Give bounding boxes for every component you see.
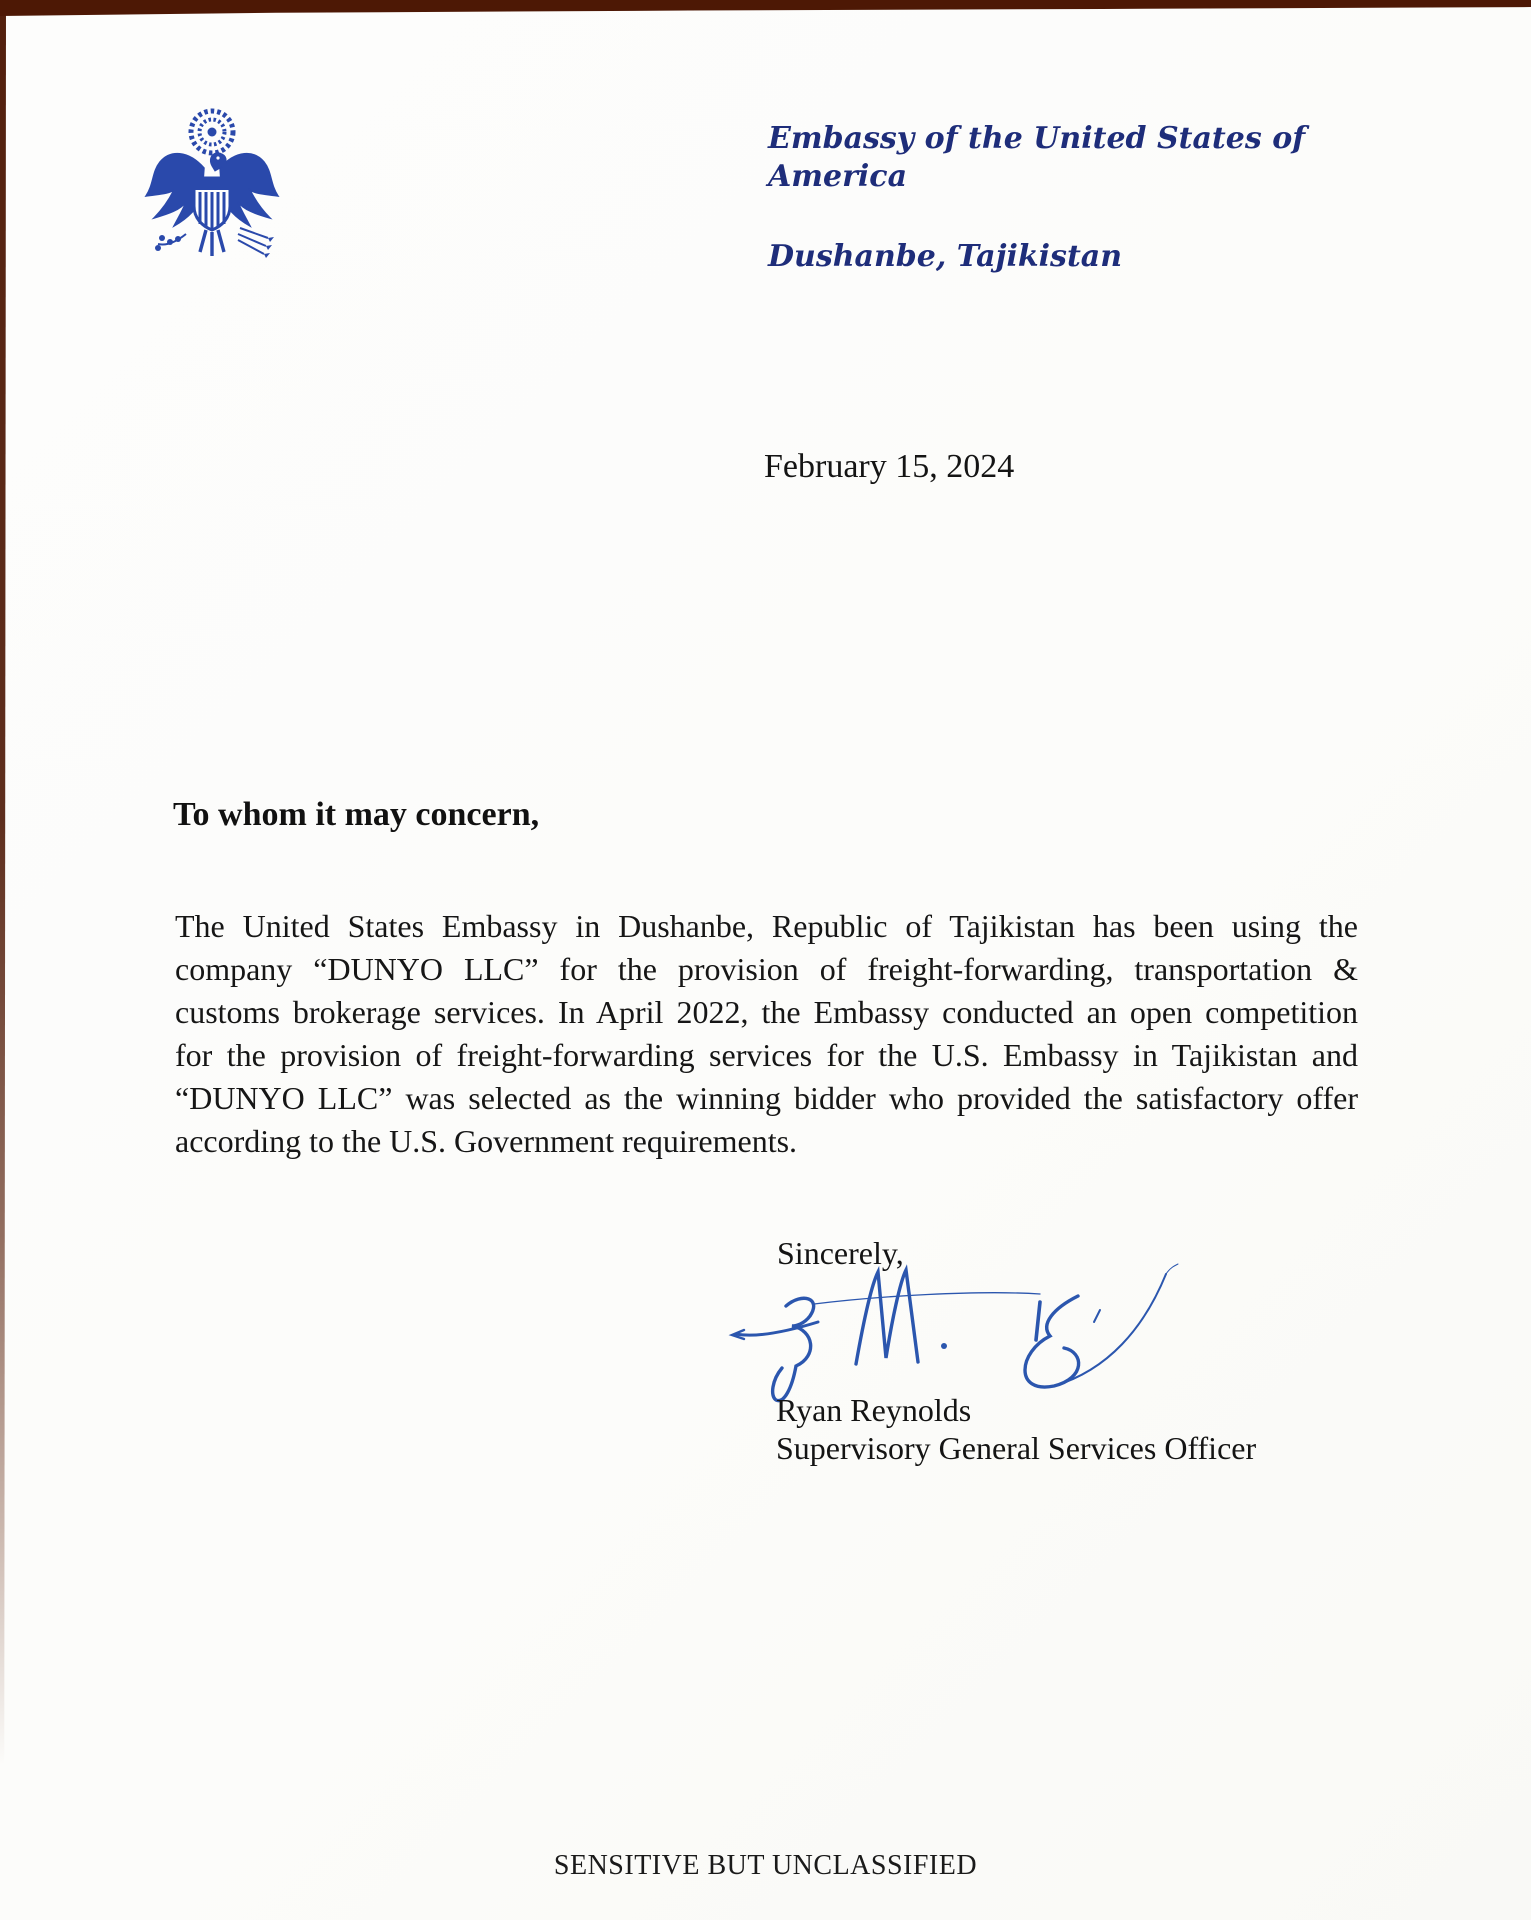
us-great-seal-icon — [136, 106, 288, 270]
signer-name: Ryan Reynolds — [776, 1392, 972, 1428]
closing: Sincerely, — [777, 1235, 904, 1271]
signer-title: Supervisory General Services Officer — [776, 1430, 1257, 1466]
body-line: customs brokerage services. In April 2022, the Embassy conducted an open competition — [175, 994, 1358, 1030]
body-line: for the provision of freight-forwarding services for the U.S. Embassy in Tajikistan and — [175, 1037, 1358, 1073]
body-line: company “DUNYO LLC” for the provision of freight-forwarding, transportation & — [175, 951, 1358, 987]
body-paragraph — [175, 905, 1358, 1163]
scan-left-edge-artifact — [0, 0, 6, 1820]
body-line: according to the U.S. Government requirements. — [175, 1123, 798, 1159]
letter-date: February 15, 2024 — [764, 448, 1015, 485]
embassy-header — [768, 120, 1388, 276]
body-line: “DUNYO LLC” was selected as the winning bidder who provided the satisfactory offer — [175, 1080, 1358, 1116]
salutation: To whom it may concern, — [173, 796, 540, 833]
classification-footer: SENSITIVE BUT UNCLASSIFIED — [553, 1850, 978, 1881]
header-line-1: Embassy of the United States of America — [768, 121, 1306, 194]
header-line-2: Dushanbe, Tajikistan — [768, 239, 1123, 274]
scan-top-edge-artifact — [0, 0, 1531, 16]
body-line: The United States Embassy in Dushanbe, Republic of Tajikistan has been using the — [175, 908, 1358, 944]
